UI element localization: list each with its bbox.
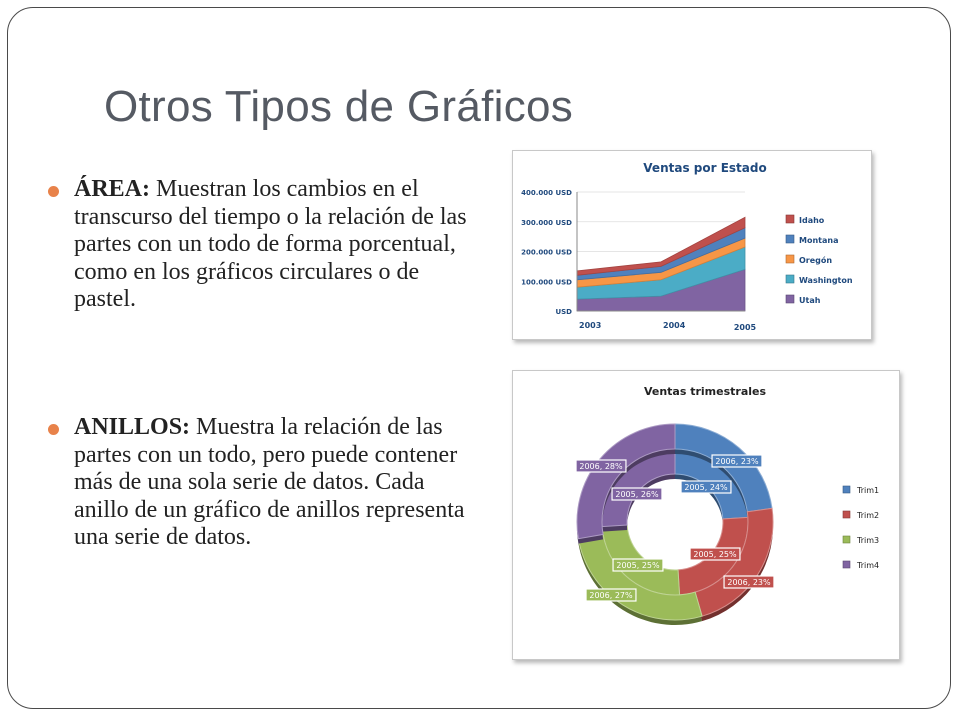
area-chart-title: Ventas por Estado bbox=[643, 161, 767, 175]
data-label: 2005, 26% bbox=[615, 490, 659, 499]
legend-swatch bbox=[786, 235, 794, 243]
y-tick-label: 200.000 USD bbox=[521, 248, 572, 257]
donut-chart-panel bbox=[512, 370, 900, 660]
y-tick-label: USD bbox=[555, 308, 572, 316]
bullet-text bbox=[74, 176, 473, 314]
x-tick-label: 2004 bbox=[663, 321, 686, 330]
legend-label: Idaho bbox=[799, 216, 825, 225]
bullet-anillos bbox=[48, 414, 473, 552]
bullet-term: ANILLOS: bbox=[74, 414, 191, 440]
donut-chart bbox=[513, 371, 899, 659]
legend-label: Trim1 bbox=[857, 486, 880, 495]
legend-label: Washington bbox=[799, 276, 853, 285]
legend-label: Trim4 bbox=[857, 561, 880, 570]
area-chart-panel bbox=[512, 150, 872, 340]
x-tick-label: 2005 bbox=[733, 323, 757, 332]
legend-label: Utah bbox=[799, 296, 821, 305]
data-label: 2005, 25% bbox=[693, 550, 737, 559]
legend-swatch bbox=[843, 486, 850, 493]
legend-label: Oregón bbox=[799, 256, 833, 265]
legend-swatch bbox=[843, 511, 850, 518]
bullet-text bbox=[74, 414, 473, 552]
data-label: 2006, 28% bbox=[579, 462, 623, 471]
bullet-body: Muestran los cambios en el transcurso del tiempo o la relación de las partes con un todo de forma porcentual, como en los gráficos circulares o de pastel. bbox=[74, 176, 467, 312]
legend-swatch bbox=[786, 275, 794, 283]
legend-label: Trim2 bbox=[857, 511, 880, 520]
bullet-term: ÁREA: bbox=[74, 176, 150, 202]
y-tick-label: 400.000 USD bbox=[521, 189, 572, 197]
legend-swatch bbox=[786, 295, 794, 303]
slide-title: Otros Tipos de Gráficos bbox=[104, 82, 574, 131]
data-label: 2005, 24% bbox=[684, 483, 728, 492]
bullet-area bbox=[48, 176, 473, 314]
data-label: 2006, 23% bbox=[715, 457, 759, 466]
bullet-body: Muestra la relación de las partes con un todo, pero puede contener más de una sola serie de datos. Cada anillo de un gráfico de anillos representa una serie de datos. bbox=[74, 414, 465, 550]
donut-chart-title: Ventas trimestrales bbox=[643, 385, 767, 398]
legend-label: Montana bbox=[799, 236, 839, 245]
data-label: 2006, 27% bbox=[589, 591, 633, 600]
bullet-dot bbox=[48, 186, 59, 197]
legend-swatch bbox=[786, 215, 794, 223]
x-tick-label: 2003 bbox=[579, 321, 602, 330]
bullet-dot bbox=[48, 424, 59, 435]
data-label: 2006, 23% bbox=[727, 578, 771, 587]
legend-label: Trim3 bbox=[857, 536, 880, 545]
data-label: 2005, 25% bbox=[616, 561, 660, 570]
y-tick-label: 100.000 USD bbox=[521, 278, 572, 287]
area-chart bbox=[513, 151, 871, 339]
y-tick-label: 300.000 USD bbox=[521, 218, 572, 227]
legend-swatch bbox=[786, 255, 794, 263]
legend-swatch bbox=[843, 561, 850, 568]
legend-swatch bbox=[843, 536, 850, 543]
